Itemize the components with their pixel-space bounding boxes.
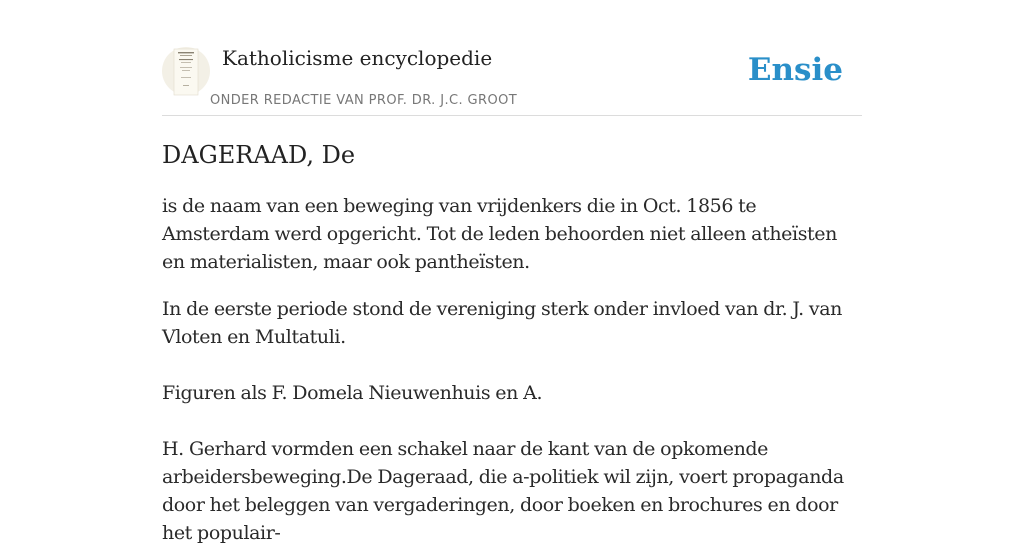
- page: [162, 0, 862, 544]
- entry-title: DAGERAAD, De: [162, 141, 356, 169]
- article-paragraph: H. Gerhard vormden een schakel naar de kant van de opkomende arbeidersbeweging.De Dageraad, die a-politiek wil zijn, voert propaganda door het beleggen van vergaderingen, door boeken en brochures en door het populair-: [162, 438, 844, 544]
- book-cover-icon[interactable]: [162, 47, 210, 95]
- article-body: [162, 192, 862, 547]
- article-paragraph: is de naam van een beweging van vrijdenkers die in Oct. 1856 te Amsterdam werd opgericht. Tot de leden behoorden niet alleen atheïsten en materialisten, maar ook pantheïsten.: [162, 195, 837, 273]
- brand-logo[interactable]: Ensie: [747, 52, 843, 88]
- paragraph-spacer: [162, 407, 862, 435]
- site-title[interactable]: Katholicisme encyclopedie: [222, 46, 493, 70]
- article-paragraph: In de eerste periode stond de vereniging sterk onder invloed van dr. J. van Vloten en Multatuli.: [162, 298, 842, 348]
- article-paragraph: Figuren als F. Domela Nieuwenhuis en A.: [162, 382, 543, 404]
- site-header: [162, 0, 862, 116]
- site-subtitle: ONDER REDACTIE VAN PROF. DR. J.C. GROOT: [210, 93, 518, 108]
- paragraph-spacer: [162, 351, 862, 379]
